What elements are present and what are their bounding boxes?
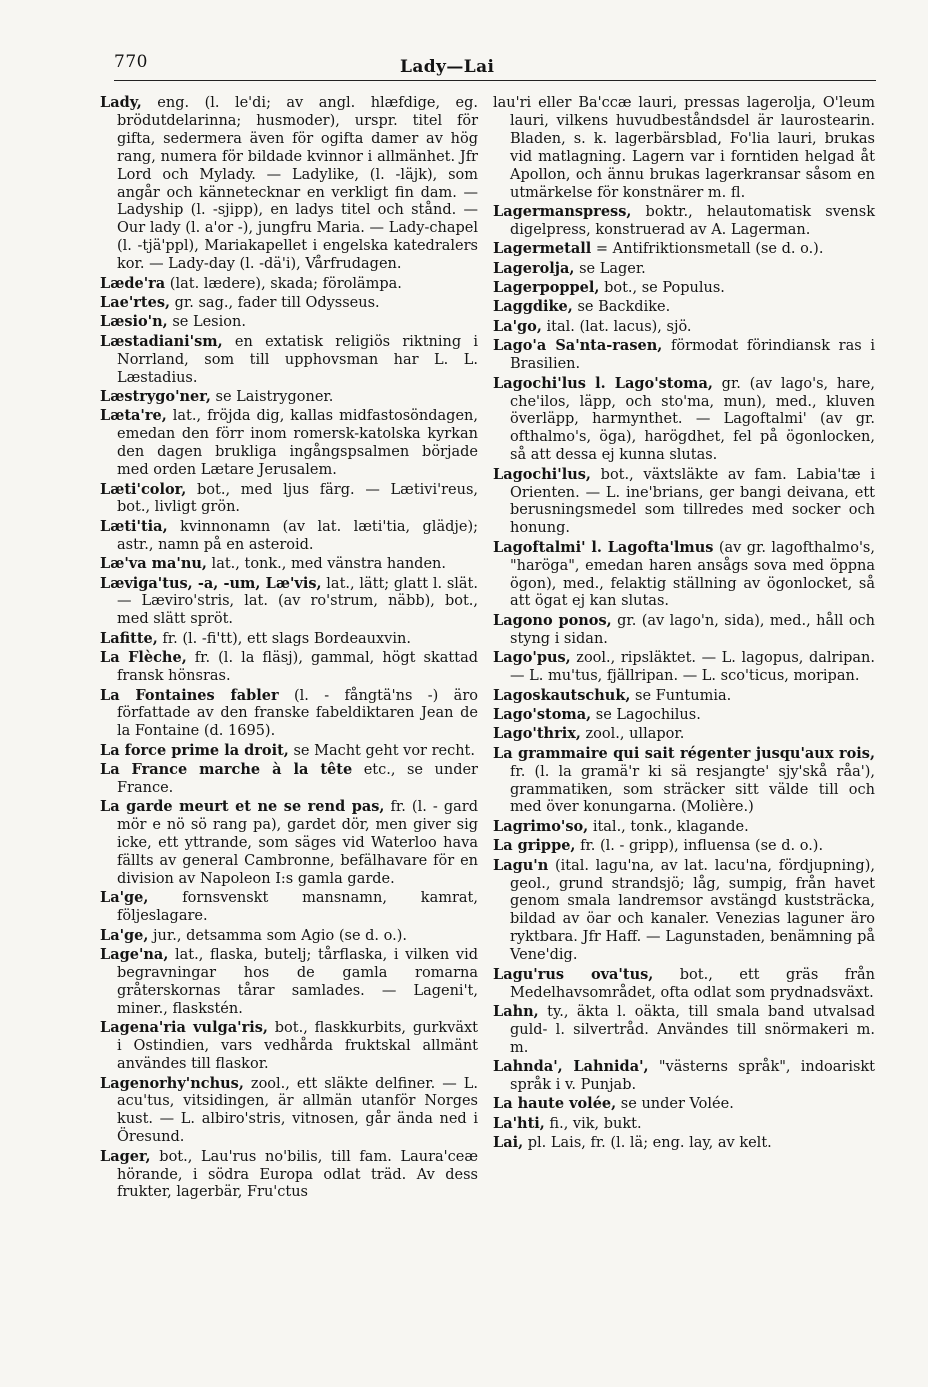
entry-headword: Lago'stoma, <box>493 705 592 723</box>
dictionary-entry <box>493 539 875 612</box>
entry-text: gr. (av lago's, hare, che'ilos, läpp, och sto'ma, mun), med., kluven överläpp, harmynthet. — Lagoftalmi' (av gr. ofthalmo's, öga), harögdhet, fel på ögonlocken, så att dessa ej kunna slutas. <box>510 375 875 464</box>
dictionary-entry <box>493 375 875 466</box>
entry-text: fr. (l. -fi'tt), ett slags Bordeauxvin. <box>157 630 411 647</box>
entry-headword: Læde'ra <box>100 274 166 292</box>
entry-text: se Backdike. <box>572 299 671 316</box>
dictionary-entry <box>493 612 875 649</box>
entry-text: fi., vik, bukt. <box>544 1115 642 1132</box>
dictionary-entry <box>100 313 478 332</box>
page-number: 770 <box>114 52 148 72</box>
entry-text: se under Volée. <box>616 1096 734 1113</box>
entry-headword: La grippe, <box>493 837 576 855</box>
dictionary-entry <box>100 946 478 1019</box>
dictionary-entry <box>100 889 478 926</box>
entry-text: lat., lätt; glatt l. slät. — Læviro'stris, lat. (av ro'strum, näbb), bot., med slätt spröt. <box>117 575 478 628</box>
dictionary-entry <box>493 203 875 240</box>
entry-headword: Lafitte, <box>100 629 158 647</box>
dictionary-entry <box>100 1148 478 1203</box>
entry-headword: La grammaire qui sait régenter jusqu'aux rois, <box>493 744 875 762</box>
dictionary-entry <box>100 630 478 649</box>
right-column <box>493 94 875 1153</box>
left-column <box>100 94 478 1202</box>
dictionary-entry <box>100 761 478 798</box>
dictionary-entry <box>100 687 478 742</box>
entry-text: se Laistrygoner. <box>210 389 334 405</box>
dictionary-entry <box>100 275 478 294</box>
entry-text: bot., med ljus färg. — Lætivi'reus, bot., livligt grön. <box>117 481 478 516</box>
entry-headword: Læstadiani'sm, <box>100 332 223 350</box>
entry-headword: La'go, <box>493 317 542 335</box>
entry-text: ty., äkta l. oäkta, till smala band utvalsad guld- l. silvertråd. Användes till snörmakeri m. m. <box>510 1003 875 1056</box>
entry-headword: Lagena'ria vulga'ris, <box>100 1019 268 1037</box>
entry-text: boktr., helautomatisk svensk digelpress, konstruerad av A. Lagerman. <box>510 203 875 238</box>
dictionary-entry <box>493 818 875 837</box>
entry-text: (av gr. lagofthalmo's, "haröga", emedan haren ansågs sova med öppna ögon), med., felaktig ställning av ögonlocket, så att ögat ej kan slutas. <box>510 539 875 610</box>
dictionary-entry <box>493 94 875 202</box>
entry-headword: La'hti, <box>493 1114 545 1132</box>
entry-headword: Lago'a Sa'nta-rasen, <box>493 337 663 355</box>
entry-text: zool., ullapor. <box>580 726 685 743</box>
entry-headword: La force prime la droit, <box>100 741 289 759</box>
dictionary-entry <box>493 687 875 706</box>
entry-text: se Macht geht vor recht. <box>288 742 475 759</box>
entry-text: "västerns språk", indoariskt språk i v. Punjab. <box>510 1059 876 1094</box>
entry-headword: Lago'thrix, <box>493 725 581 743</box>
entry-headword: Lahnda', Lahnida', <box>493 1058 649 1076</box>
entry-headword: Lage'na, <box>100 946 169 964</box>
entry-text: etc., se under France. <box>117 762 478 797</box>
dictionary-entry <box>493 466 875 539</box>
entry-headword: Lagoftalmi' l. Lagofta'lmus <box>493 538 714 556</box>
entry-headword: Læti'tia, <box>100 517 168 535</box>
entry-headword: La Flèche, <box>100 649 187 667</box>
dictionary-entry <box>493 1115 875 1134</box>
dictionary-entry <box>100 94 478 274</box>
entry-headword: Lagoskautschuk, <box>493 686 631 704</box>
dictionary-entry <box>493 745 875 818</box>
entry-headword: Læta're, <box>100 407 167 425</box>
dictionary-entry <box>100 798 478 889</box>
entry-text: bot., flaskkurbits, gurkväxt i Ostindien, vars vedhårda fruktskal allmänt användes till flaskor. <box>117 1020 478 1073</box>
entry-text: lat., tonk., med vänstra handen. <box>206 556 446 573</box>
dictionary-entry <box>493 706 875 725</box>
entry-headword: Lagu'n <box>493 856 549 874</box>
entry-headword: Læviga'tus, -a, -um, Læ'vis, <box>100 574 322 592</box>
entry-text: gr. (av lago'n, sida), med., håll och styng i sidan. <box>510 612 876 647</box>
dictionary-entry <box>493 649 875 686</box>
entry-text: fr. (l. - gripp), influensa (se d. o.). <box>575 838 824 855</box>
entry-text: bot., se Populus. <box>599 280 725 297</box>
running-head: Lady—Lai <box>400 57 495 77</box>
entry-headword: Lady, <box>100 94 142 111</box>
entry-headword: La Fontaines fabler <box>100 686 279 704</box>
entry-headword: Læsio'n, <box>100 313 168 331</box>
entry-text: bot., växtsläkte av fam. Labia'tæ i Orienten. — L. ine'brians, ger bangi deivana, ett berusningsmedel som tillredes med socker och honung. <box>510 466 875 537</box>
entry-headword: La garde meurt et ne se rend pas, <box>100 798 385 816</box>
dictionary-entry <box>100 388 478 407</box>
entry-text: jur., detsamma som Agio (se d. o.). <box>148 927 407 944</box>
entry-headword: La'ge, <box>100 926 149 944</box>
dictionary-entry <box>493 837 875 856</box>
dictionary-entry <box>100 1019 478 1074</box>
entry-text: en extatisk religiös riktning i Norrland, som till upphovsman har L. L. Læstadius. <box>117 333 478 386</box>
dictionary-entry <box>493 260 875 279</box>
entry-text: se Lagochilus. <box>591 706 701 723</box>
entry-text: bot., ett gräs från Medelhavsområdet, ofta odlat som prydnadsväxt. <box>510 966 875 1001</box>
entry-text: se Funtumia. <box>630 687 732 704</box>
dictionary-entry <box>100 481 478 518</box>
entry-text: (ital. lagu'na, av lat. lacu'na, fördjupning), geol., grund strandsjö; låg, sumpig, från havet genom smala landremsor avstängd kuststräcka, bildad av öar och kanaler. Venezias laguner äro ryktbara. Jfr Haff. — Lagunstaden, benämning på Vene'dig. <box>510 857 875 964</box>
entry-headword: Lagu'rus ova'tus, <box>493 965 654 983</box>
entry-text: förmodat förindiansk ras i Brasilien. <box>510 338 875 373</box>
entry-text: fr. (l. la gramä'r ki sä resjangte' sjy'skå råa'), grammatiken, som sträcker sitt välde till och med över konungarna. (Molière.) <box>510 763 875 816</box>
entry-text: (l. - fångtä'ns -) äro författade av den franske fabeldiktaren Jean de la Fontaine (d. 1695). <box>117 687 478 740</box>
entry-headword: La'ge, <box>100 889 149 907</box>
entry-text: fornsvenskt mansnamn, kamrat, följeslagare. <box>117 890 478 925</box>
header-rule <box>114 80 876 81</box>
entry-text: lat., flaska, butelj; tårflaska, i vilken vid begravningar hos de gamla romarna gråterskornas tårar samlades. — Lageni't, miner., flaskstén. <box>117 947 478 1017</box>
dictionary-entry <box>100 575 478 630</box>
dictionary-entry <box>493 725 875 744</box>
entry-text: se Lesion. <box>167 314 246 331</box>
entry-headword: Lagochi'lus, <box>493 465 591 483</box>
entry-headword: Lagerpoppel, <box>493 279 600 297</box>
dictionary-entry <box>100 407 478 480</box>
entry-text: se Lager. <box>574 260 646 277</box>
entry-text: ital., tonk., klagande. <box>588 818 749 835</box>
entry-text: pl. Lais, fr. (l. lä; eng. lay, av kelt. <box>523 1135 772 1152</box>
entry-text: (lat. lædere), skada; förolämpa. <box>165 275 402 292</box>
entry-text: kvinnonamn (av lat. læti'tia, glädje); astr., namn på en asteroid. <box>117 518 478 553</box>
dictionary-entry <box>493 318 875 337</box>
dictionary-entry <box>100 927 478 946</box>
entry-headword: Lagenorhy'nchus, <box>100 1074 244 1092</box>
dictionary-entry <box>493 1058 875 1095</box>
entry-text: bot., Lau'rus no'bilis, till fam. Laura'ceæ hörande, i södra Europa odlat träd. Av dess frukter, lagerbär, Fru'ctus <box>117 1148 478 1201</box>
entry-text: gr. sag., fader till Odysseus. <box>170 294 380 311</box>
entry-headword: Lagono ponos, <box>493 611 612 629</box>
dictionary-entry <box>100 333 478 388</box>
entry-headword: Lagochi'lus l. Lago'stoma, <box>493 374 713 392</box>
entry-headword: Lager, <box>100 1147 151 1165</box>
dictionary-entry <box>493 240 875 259</box>
dictionary-entry <box>100 742 478 761</box>
dictionary-entry <box>100 294 478 313</box>
entry-text: zool., ett släkte delfiner. — L. acu'tus, vitsidingen, är allmän utanför Norges kust. — L. albiro'stris, vitnosen, går ända ned i Öresund. <box>117 1075 478 1146</box>
dictionary-entry <box>493 337 875 374</box>
entry-text: zool., ripsläktet. — L. lagopus, dalripan. — L. mu'tus, fjällripan. — L. sco'ticus, moripan. <box>510 650 875 685</box>
entry-text: fr. (l. la fläsj), gammal, högt skattad fransk hönsras. <box>117 650 479 685</box>
entry-headword: La haute volée, <box>493 1095 617 1113</box>
dictionary-entry <box>100 518 478 555</box>
entry-text: fr. (l. - gard mör e nö sö rang pa), gardet dör, men giver sig icke, ett yttrande, som säges vid Waterloo hava fällts av general Cambronne, befälhavare för en division av Napoleon I:s gamla garde. <box>117 799 478 888</box>
dictionary-entry <box>493 279 875 298</box>
dictionary-entry <box>493 1003 875 1058</box>
entry-headword: Lagermetall <box>493 240 592 258</box>
entry-text: = Antifriktionsmetall (se d. o.). <box>591 241 824 258</box>
dictionary-entry <box>100 649 478 686</box>
entry-text: eng. (l. le'di; av angl. hlæfdige, eg. brödutdelarinna; husmoder), urspr. titel för gifta, sedermera även för ogifta damer av hög rang, numera för bildade kvinnor i allmänhet. Jfr Lord och Mylady. — Ladylike, (l. -läjk), som angår och kännetecknar en verkligt fin dam. — Ladyship (l. -sjipp), en ladys titel och stånd. — Our lady (l. a'or -), jungfru Maria. — Lady-chapel (l. -tjä'ppl), Mariakapellet i engelska katedralers kor. — Lady-day (l. -dä'i), Vårfrudagen. <box>117 95 478 273</box>
dictionary-entry <box>100 555 478 574</box>
entry-headword: Lae'rtes, <box>100 293 171 311</box>
entry-headword: La France marche à la tête <box>100 761 353 779</box>
entry-headword: Læti'color, <box>100 480 187 498</box>
entry-headword: Lahn, <box>493 1002 539 1020</box>
dictionary-entry <box>493 1095 875 1114</box>
dictionary-entry <box>493 298 875 317</box>
dictionary-entry <box>493 966 875 1003</box>
entry-headword: Lagerolja, <box>493 259 575 277</box>
entry-headword: Læ'va ma'nu, <box>100 555 207 573</box>
dictionary-entry <box>493 1134 875 1153</box>
dictionary-entry <box>100 1075 478 1148</box>
entry-headword: Lagrimo'so, <box>493 817 589 835</box>
entry-headword: Læstrygo'ner, <box>100 388 211 405</box>
entry-text: lau'ri eller Ba'ccæ lauri, pressas lagerolja, O'leum lauri, vilkens huvudbeståndsdel är laurostearin. Bladen, s. k. lagerbärsblad, Fo'lia lauri, brukas vid matlagning. Lagern var i forntiden helgad åt Apollon, och ännu brukas lagerkransar såsom en utmärkelse för konstnärer m. fl. <box>493 95 875 201</box>
entry-headword: Laggdike, <box>493 298 573 316</box>
entry-headword: Lago'pus, <box>493 649 571 667</box>
entry-headword: Lagermanspress, <box>493 202 632 220</box>
entry-text: lat., fröjda dig, kallas midfastosöndagen, emedan den förr inom romersk-katolska kyrkan den dagen brukliga ingångspsalmen började med orden Lætare Jerusalem. <box>117 408 478 479</box>
entry-headword: Lai, <box>493 1134 524 1152</box>
entry-text: ital. (lat. lacus), sjö. <box>541 318 692 335</box>
dictionary-entry <box>493 857 875 965</box>
